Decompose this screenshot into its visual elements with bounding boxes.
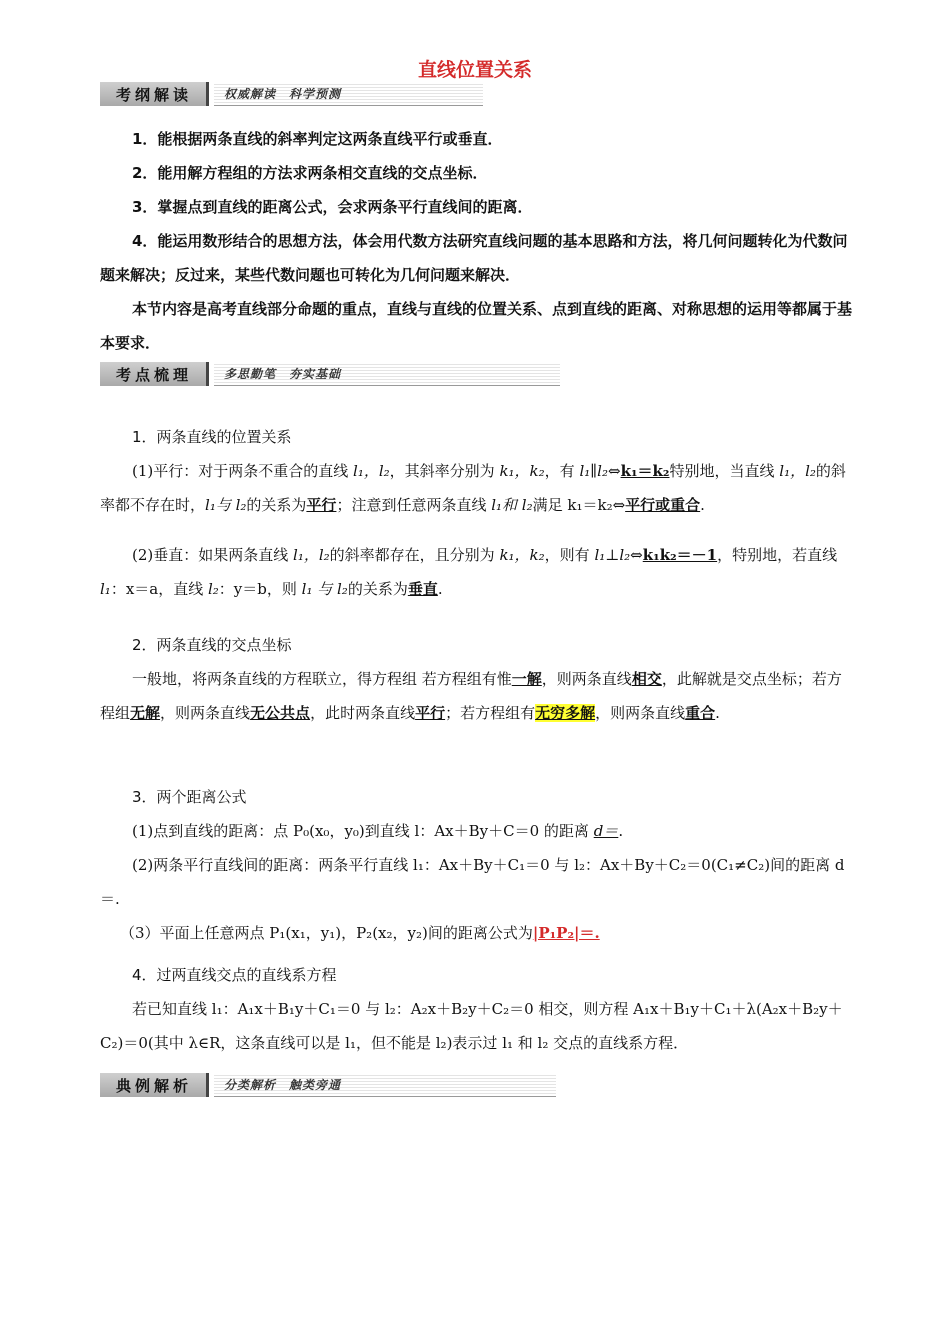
section-line-relations: [100, 420, 852, 606]
section-banner-knowledge: [100, 362, 560, 386]
distance-parallel-lines: (2)两条平行直线间的距离：两条平行直线 l₁：Ax＋By＋C₁＝0 与 l₂：Ax＋By＋C₂＝0(C₁≠C₂)间的距离 d＝.: [100, 856, 845, 908]
section-heading: 4．过两直线交点的直线系方程: [132, 966, 337, 984]
answer-blank: 重合: [685, 704, 716, 722]
answer-blank: d＝: [593, 822, 619, 840]
line-family-paragraph: 若已知直线 l₁：A₁x＋B₁y＋C₁＝0 与 l₂：A₂x＋B₂y＋C₂＝0 相交，则方程 A₁x＋B₁y＋C₁＋λ(A₂x＋B₂y＋C₂)＝0(其中 λ∈R，这条直线可以是 l₁，但不能是 l₂)表示过 l₁ 和 l₂ 交点的直线系方程．: [100, 1000, 843, 1052]
answer-blank: k₁k₂＝－1: [642, 546, 718, 564]
section-heading: 3．两个距离公式: [132, 788, 247, 806]
section-banner-examples: [100, 1073, 556, 1097]
answer-blank: 无公共点: [250, 704, 311, 722]
syllabus-item: 2．能用解方程组的方法求两条相交直线的交点坐标．: [132, 164, 488, 182]
answer-blank: 垂直: [407, 580, 438, 598]
syllabus-item: 1．能根据两条直线的斜率判定这两条直线平行或垂直．: [132, 130, 503, 148]
section-banner-syllabus: [100, 82, 483, 106]
syllabus-list: [100, 122, 852, 360]
answer-blank-red: |P₁P₂|＝.: [532, 924, 600, 942]
syllabus-item: 4．能运用数形结合的思想方法，体会用代数方法研究直线问题的基本思路和方法，将几何问题转化为代数问题来解决；反过来，某些代数问题也可转化为几何问题来解决．: [100, 232, 848, 284]
perpendicular-paragraph: (2)垂直：如果两条直线 l₁，l₂的斜率都存在，且分别为 k₁，k₂，则有 l₁⊥l₂⇔k₁k₂＝－1，特别地，若直线 l₁：x＝a，直线 l₂：y＝b，则 l₁ 与 l₂的关系为垂直.: [100, 546, 838, 598]
answer-blank: k₁＝k₂: [620, 462, 670, 480]
section-heading: 1．两条直线的位置关系: [132, 428, 292, 446]
banner-divider: [206, 362, 209, 386]
parallel-paragraph: (1)平行：对于两条不重合的直线 l₁，l₂，其斜率分别为 k₁，k₂，有 l₁∥l₂⇔k₁＝k₂特别地，当直线 l₁，l₂的斜率都不存在时，l₁与 l₂的关系为平行；注意到任意两条直线 l₁和 l₂满足 k₁＝k₂⇔平行或重合.: [100, 462, 846, 514]
banner-subtitle: 分类解析 触类旁通: [214, 1073, 556, 1097]
intersection-paragraph: 一般地，将两条直线的方程联立，得方程组 若方程组有惟一解，则两条直线相交，此解就是交点坐标；若方程组无解，则两条直线无公共点，此时两条直线平行；若方程组有无穷多解，则两条直线重合.: [100, 670, 842, 722]
answer-blank: 一解: [511, 670, 542, 688]
banner-divider: [206, 1073, 209, 1097]
distance-two-points: （3）平面上任意两点 P₁(x₁，y₁)，P₂(x₂，y₂)间的距离公式为|P₁P₂|＝.: [120, 924, 600, 942]
syllabus-summary: 本节内容是高考直线部分命题的重点，直线与直线的位置关系、点到直线的距离、对称思想的运用等都属于基本要求．: [100, 300, 853, 352]
banner-subtitle: 多思勤笔 夯实基础: [214, 362, 560, 386]
answer-blank: 平行: [415, 704, 446, 722]
syllabus-item: 3．掌握点到直线的距离公式，会求两条平行直线间的距离．: [132, 198, 533, 216]
banner-divider: [206, 82, 209, 106]
answer-blank: 平行: [306, 496, 337, 514]
answer-blank: 平行或重合: [625, 496, 701, 514]
answer-blank-highlighted: 无穷多解: [535, 704, 596, 722]
banner-subtitle: 权威解读 科学预测: [214, 82, 483, 106]
banner-label: 考点梳理: [100, 362, 206, 386]
section-line-family: [100, 958, 852, 1060]
banner-label: 典例解析: [100, 1073, 206, 1097]
section-heading: 2．两条直线的交点坐标: [132, 636, 292, 654]
section-distance: [100, 780, 852, 950]
distance-point-line: (1)点到直线的距离：点 P₀(x₀，y₀)到直线 l：Ax＋By＋C＝0 的距离 d＝.: [132, 822, 624, 840]
page-title: 直线位置关系: [417, 59, 532, 81]
answer-blank: 相交: [631, 670, 662, 688]
banner-label: 考纲解读: [100, 82, 206, 106]
section-intersection: [100, 628, 852, 730]
answer-blank: 无解: [130, 704, 161, 722]
